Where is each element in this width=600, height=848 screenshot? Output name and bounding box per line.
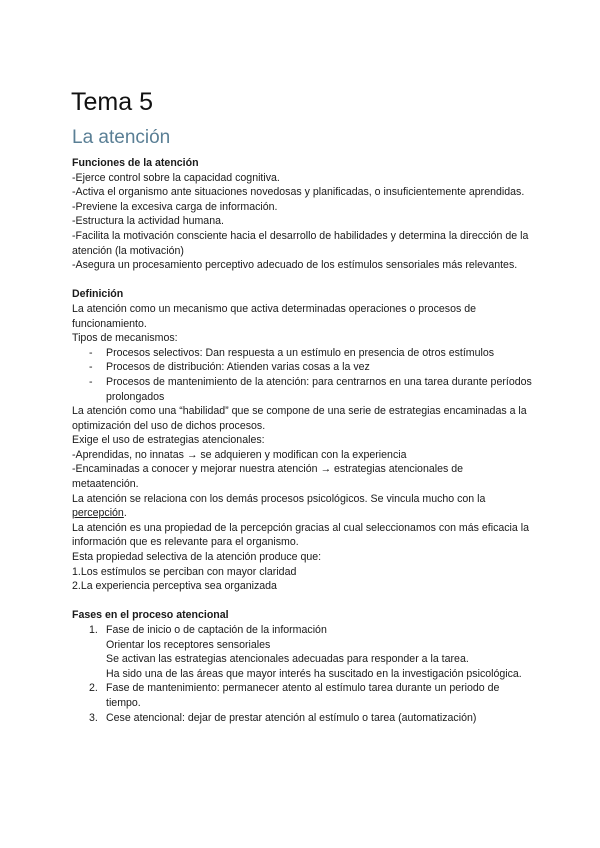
tipos-label: Tipos de mecanismos: [72, 332, 178, 345]
funcion-line: -Activa el organismo ante situaciones novedosas y planificadas, o insuficientemente aprendidas. [72, 186, 525, 199]
list-subline: Ha sido una de las áreas que mayor interés ha suscitado en la investigación psicológica. [106, 667, 522, 680]
aprendidas-line: -Aprendidas, no innatas → se adquieren y modifican con la experiencia [72, 448, 407, 461]
list-item [72, 623, 532, 638]
list-item-text: Procesos selectivos: Dan respuesta a un estímulo en presencia de otros estímulos [106, 346, 495, 359]
list-number: 3. [89, 711, 98, 724]
list-item [72, 346, 532, 361]
list-item-text: Procesos de distribución: Atienden varias cosas a la vez [106, 361, 370, 374]
list-item-text: Fase de mantenimiento: permanecer atento al estímulo tarea durante un periodo de tiempo. [106, 682, 500, 709]
propiedad-paragraph: La atención es una propiedad de la percepción gracias al cual seleccionamos con más eficacia la información que es relevante para el organismo. [72, 521, 529, 549]
exige-line: Exige el uso de estrategias atencionales: [72, 434, 265, 447]
habilidad-paragraph: La atención como una “habilidad” que se compone de una serie de estrategias encaminadas a la optimización del uso de dichos procesos. [72, 405, 527, 432]
efecto-line: 1.Los estímulos se perciban con mayor claridad [72, 565, 297, 578]
list-item-text: Cese atencional: dejar de prestar atención al estímulo o tarea (automatización) [106, 711, 477, 724]
list-item [72, 375, 532, 404]
list-subline: Orientar los receptores sensoriales [106, 638, 271, 651]
section-heading-funciones: Funciones de la atención [72, 157, 199, 169]
percepcion-link[interactable]: percepción [72, 507, 124, 520]
list-item [72, 360, 532, 375]
list-item [72, 711, 532, 726]
produce-line: Esta propiedad selectiva de la atención produce que: [72, 551, 322, 564]
relaciona-text: La atención se relaciona con los demás procesos psicológicos. Se vincula mucho con la [72, 492, 486, 505]
document-body [72, 156, 532, 725]
page-subtitle: La atención [72, 127, 171, 148]
section-heading-definicion: Definición [72, 288, 124, 301]
page-title: Tema 5 [71, 88, 153, 116]
section-heading-fases: Fases en el proceso atencional [72, 609, 229, 622]
funcion-line: -Ejerce control sobre la capacidad cognitiva. [72, 171, 280, 184]
list-number: 1. [89, 624, 98, 636]
bullet-dash: - [89, 361, 93, 374]
funcion-line: -Asegura un procesamiento perceptivo adecuado de los estímulos sensoriales más relevantes. [72, 259, 518, 272]
bullet-dash: - [89, 375, 93, 388]
encaminadas-line: -Encaminadas a conocer y mejorar nuestra atención → estrategias atencionales de metaatención. [72, 463, 464, 491]
relaciona-paragraph [72, 492, 532, 521]
list-subline: Se activan las estrategias atencionales adecuadas para responder a la tarea. [106, 653, 469, 666]
list-number: 2. [89, 682, 98, 695]
funcion-line: -Previene la excesiva carga de información. [72, 200, 278, 213]
bullet-dash: - [89, 346, 93, 359]
list-item-text: Procesos de mantenimiento de la atención: para centrarnos en una tarea durante períodos prolongados [106, 375, 532, 403]
efecto-line: 2.La experiencia perceptiva sea organizada [72, 580, 277, 593]
relaciona-end: . [123, 507, 127, 520]
definicion-intro: La atención como un mecanismo que activa determinadas operaciones o procesos de funcionamiento. [72, 302, 476, 330]
list-item-text: Fase de inicio o de captación de la información [106, 624, 327, 636]
funcion-line: -Estructura la actividad humana. [72, 215, 224, 228]
list-item [72, 681, 532, 710]
funcion-line: -Facilita la motivación consciente hacia el desarrollo de habilidades y determina la dirección de la atención (la motivación) [72, 229, 529, 257]
